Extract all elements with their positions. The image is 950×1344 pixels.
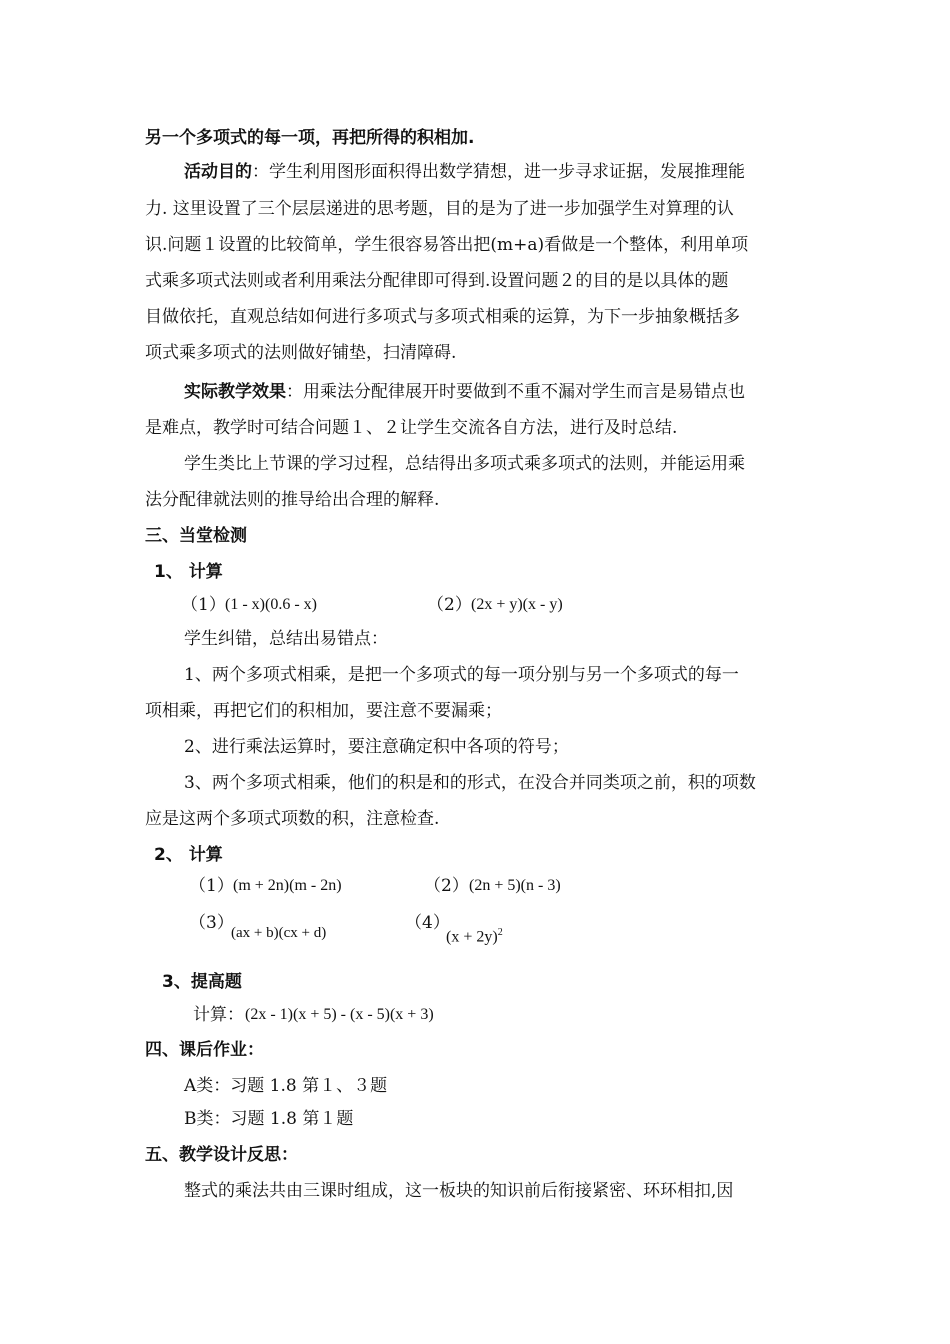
- problem-label: （1）: [189, 876, 234, 896]
- inline-heading: 活动目的: [184, 162, 252, 182]
- text-line: 是难点，教学时可结合问题１、２让学生交流各自方法，进行及时总结.: [145, 418, 678, 438]
- math-expression: (2n + 5)(n - 3): [469, 877, 561, 894]
- text-line: 项相乘，再把它们的积相加，要注意不要漏乘；: [145, 701, 502, 721]
- section-heading: 五、教学设计反思：: [145, 1145, 298, 1165]
- subsection-heading: 3、提高题: [162, 972, 242, 992]
- section-heading: 四、课后作业：: [145, 1040, 264, 1060]
- subsection-heading: 1、 计算: [154, 562, 223, 582]
- text-line: [184, 161, 745, 183]
- text-run: ：学生利用图形面积得出数学猜想，进一步寻求证据，发展推理能: [252, 162, 745, 182]
- problem-label: （2）: [427, 595, 472, 615]
- text-line: 另一个多项式的每一项，再把所得的积相加.: [145, 128, 475, 148]
- math-expression: (1 - x)(0.6 - x): [225, 596, 317, 613]
- text-line: [184, 381, 745, 403]
- math-expression: (2x - 1)(x + 5) - (x - 5)(x + 3): [245, 1006, 434, 1023]
- text-run: ：用乘法分配律展开时要做到不重不漏对学生而言是易错点也: [286, 382, 745, 402]
- text-line: 目做依托，直观总结如何进行多项式与多项式相乘的运算，为下一步抽象概括多: [145, 307, 740, 327]
- math-base: (x + 2y): [446, 928, 498, 946]
- problem-label: （3）: [189, 913, 234, 933]
- text-line: 力. 这里设置了三个层层递进的思考题，目的是为了进一步加强学生对算理的认: [145, 199, 734, 219]
- text-line: B类：习题 1.8 第１题: [184, 1109, 354, 1129]
- math-expression: (2x + y)(x - y): [471, 596, 563, 613]
- text-line: A类：习题 1.8 第１、３题: [184, 1076, 388, 1096]
- problem-label: （4）: [405, 913, 450, 933]
- text-line: 应是这两个多项式项数的积，注意检查.: [145, 809, 440, 829]
- problem-label: （1）: [181, 595, 226, 615]
- text-line: 识.问题１设置的比较简单，学生很容易答出把(m+a)看做是一个整体，利用单项: [145, 235, 749, 255]
- math-expression: (m + 2n)(m - 2n): [233, 877, 342, 894]
- problem-label: 计算：: [193, 1005, 244, 1025]
- text-line: 学生类比上节课的学习过程，总结得出多项式乘多项式的法则，并能运用乘: [184, 454, 745, 474]
- subsection-heading: 2、 计算: [154, 845, 223, 865]
- math-exponent: 2: [497, 927, 503, 938]
- math-expression: (ax + b)(cx + d): [231, 925, 327, 941]
- text-line: 学生纠错，总结出易错点：: [184, 629, 388, 649]
- text-line: 项式乘多项式的法则做好铺垫，扫清障碍.: [145, 343, 457, 363]
- math-expression: [446, 922, 503, 948]
- problem-label: （2）: [424, 876, 469, 896]
- inline-heading: 实际教学效果: [184, 382, 286, 402]
- text-line: 2、进行乘法运算时，要注意确定积中各项的符号；: [184, 737, 569, 757]
- text-line: 3、两个多项式相乘，他们的积是和的形式，在没合并同类项之前，积的项数: [184, 773, 756, 793]
- text-line: 式乘多项式法则或者利用乘法分配律即可得到.设置问题２的目的是以具体的题: [145, 271, 729, 291]
- section-heading: 三、当堂检测: [145, 526, 247, 546]
- text-line: 法分配律就法则的推导给出合理的解释.: [145, 490, 440, 510]
- text-line: 1、两个多项式相乘，是把一个多项式的每一项分别与另一个多项式的每一: [184, 665, 739, 685]
- text-line: 整式的乘法共由三课时组成，这一板块的知识前后衔接紧密、环环相扣,因: [184, 1181, 734, 1201]
